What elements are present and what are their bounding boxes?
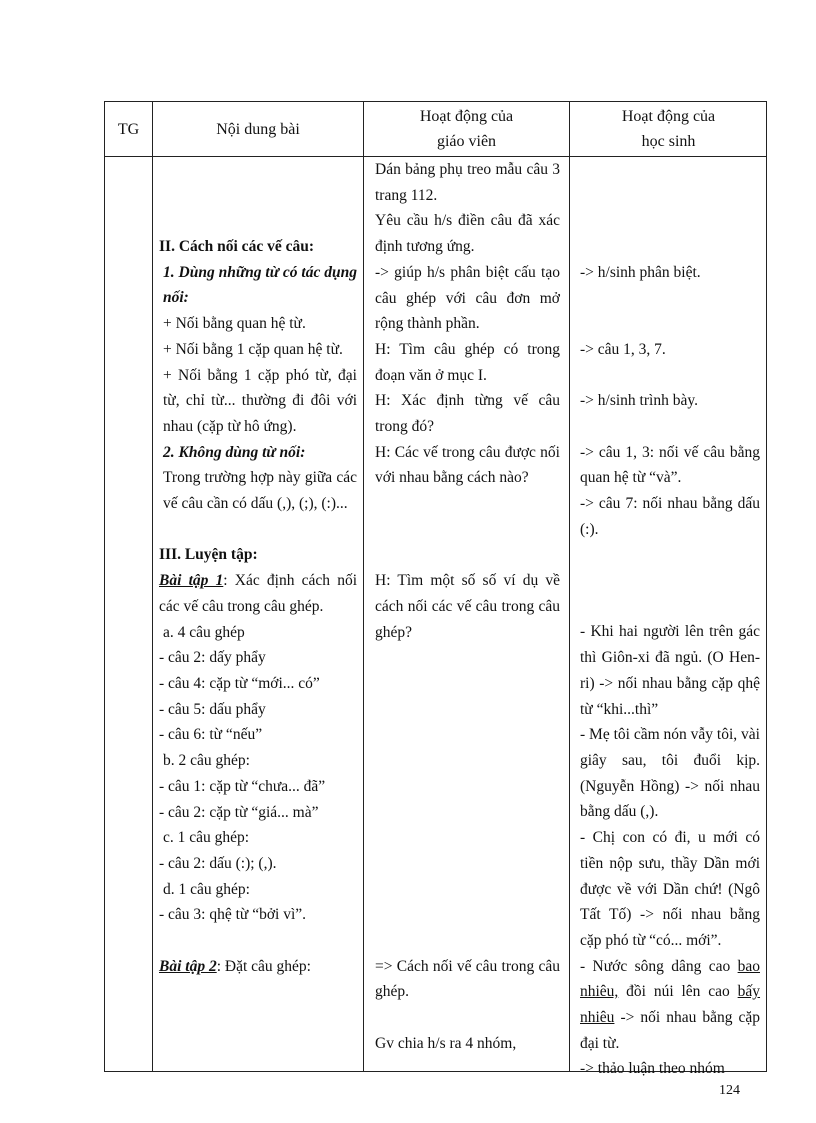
student-line: -> h/sinh phân biệt. [580, 263, 701, 281]
content-line: - câu 5: dấu phẩy [159, 700, 266, 718]
teacher-line: H: Các vế trong câu được nối với nhau bằng cách nào? [375, 443, 560, 487]
student-line: - Khi hai người lên trên gác thì Giôn-xi đã ngủ. (O Hen-ri) -> nối nhau bằng cặp qhệ từ “khi...thì” [580, 623, 760, 718]
exercise-label: Bài tập 2 [159, 957, 217, 975]
student-line: -> h/sinh trình bày. [580, 392, 698, 410]
lesson-table [104, 101, 767, 1078]
teacher-line: -> giúp h/s phân biệt cấu tạo câu ghép với câu đơn mở rộng thành phần. [375, 263, 560, 333]
content-line: - câu 1: cặp từ “chưa... đã” [159, 777, 326, 795]
student-line: -> câu 7: nối nhau bằng dấu (:). [580, 495, 760, 538]
content-line: - câu 6: từ “nếu” [159, 726, 263, 744]
teacher-line: => Cách nối vế câu trong câu ghép. [375, 957, 560, 1001]
content-line: d. 1 câu ghép: [163, 880, 250, 898]
student-line: - Nước sông dâng cao bao nhiêu, đồi núi lên cao bấy nhiêu -> nối nhau bằng cặp đại từ. [580, 957, 761, 1052]
exercise-text: : Đặt câu ghép: [216, 957, 311, 975]
subheading: 1. Dùng những từ có tác dụng nối: [163, 263, 357, 307]
teacher-line: Yêu cầu h/s điền câu đã xác định tương ứng. [375, 212, 560, 256]
content-line: + Nối bằng 1 cặp phó từ, đại từ, chỉ từ... thường đi đôi với nhau (cặp từ hô ứng). [163, 366, 357, 435]
student-line: - Chị con có đi, u mới có tiền nộp sưu, thầy Dần mới được về với Dần chứ! (Ngô Tất Tố) -> nối nhau bằng cặp phó từ “có... mới”. [580, 829, 760, 949]
column-divider [152, 102, 153, 1071]
section-heading: II. Cách nối các vế câu: [159, 238, 314, 256]
header-student: Hoạt động của học sinh [621, 108, 716, 150]
subheading: 2. Không dùng từ nối: [163, 443, 306, 461]
student-column [575, 157, 760, 1082]
student-line: -> thảo luận theo nhóm [580, 1060, 725, 1078]
student-line: -> câu 1, 3, 7. [580, 340, 666, 358]
content-line: - câu 2: cặp từ “giá... mà” [159, 803, 319, 821]
teacher-column [370, 157, 560, 1056]
content-line: + Nối bằng quan hệ từ. [163, 315, 306, 333]
content-line: b. 2 câu ghép: [163, 752, 250, 770]
header-teacher: Hoạt động của giáo viên [419, 108, 514, 150]
teacher-line: H: Tìm câu ghép có trong đoạn văn ở mục I. [375, 340, 560, 384]
header-tg: TG [117, 120, 140, 138]
section-heading: III. Luyện tập: [159, 546, 258, 564]
student-line: - Mẹ tôi cầm nón vẫy tôi, vài giây sau, tôi đuổi kịp. (Nguyễn Hồng) -> nối nhau bằng dấu (,). [580, 726, 760, 821]
teacher-line: Dán bảng phụ treo mẫu câu 3 trang 112. [375, 161, 560, 204]
header-content: Nội dung bài [216, 120, 300, 138]
exercise-2 [159, 954, 357, 980]
content-line: - câu 2: dấy phẩy [159, 649, 266, 667]
page-number: 124 [719, 1083, 740, 1098]
teacher-line: H: Xác định từng vế câu trong đó? [375, 392, 560, 436]
content-line: - câu 3: qhệ từ “bởi vì”. [159, 906, 307, 924]
column-divider [569, 102, 570, 1071]
content-line: c. 1 câu ghép: [163, 829, 250, 847]
content-line: Trong trường hợp này giữa các vế câu cần có dấu (,), (;), (:)... [163, 469, 357, 513]
content-line: - câu 4: cặp từ “mới... có” [159, 675, 320, 692]
column-divider [363, 102, 364, 1071]
teacher-line: Gv chia h/s ra 4 nhóm, [375, 1034, 517, 1052]
exercise-1 [159, 568, 357, 619]
student-line: -> câu 1, 3: nối vế câu bằng quan hệ từ “và”. [580, 443, 760, 487]
teacher-line: H: Tìm một số số ví dụ về cách nối các vế câu trong câu ghép? [375, 572, 560, 641]
content-line: a. 4 câu ghép [163, 623, 245, 641]
content-line: - câu 2: dấu (:); (,). [159, 854, 277, 872]
content-line: + Nối bằng 1 cặp quan hệ từ. [163, 340, 343, 358]
content-column [159, 157, 357, 979]
exercise-label: Bài tập 1 [159, 572, 224, 590]
exercise-text: : Xác định cách nối các vế câu trong câu ghép. [159, 572, 357, 615]
